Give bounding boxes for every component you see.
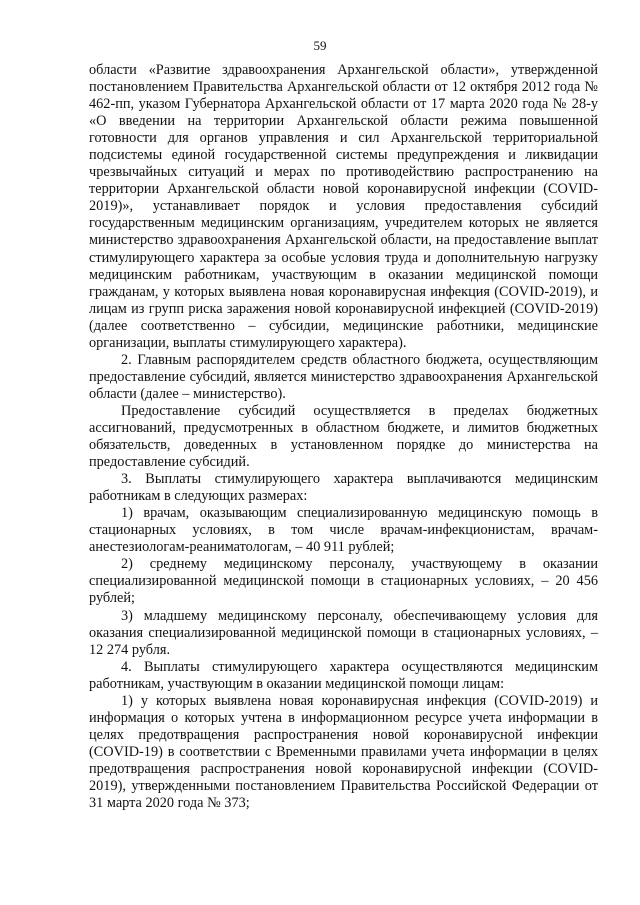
paragraph-clause-2: 2. Главным распорядителем средств областного бюджета, осуществляющим предоставление субсидий, является министерство здравоохранения Архангельской области (далее – министерство). — [89, 351, 598, 402]
paragraph-subsidy-limits: Предоставление субсидий осуществляется в пределах бюджетных ассигнований, предусмотренных в областном бюджете, и лимитов бюджетных обязательств, доведенных в установленном порядке до министерства на предоставление субсидий. — [89, 402, 598, 471]
paragraph-clause-3-item-2: 2) среднему медицинскому персоналу, участвующему в оказании специализированной медицинской помощи в стационарных условиях, – 20 456 рублей; — [89, 556, 598, 607]
paragraph-intro-continuation: области «Развитие здравоохранения Архангельской области», утвержденной постановлением Правительства Архангельской области от 12 октября 2012 года № 462-пп, указом Губернатора Архангельской области от 17 марта 2020 года № 28-у «О введении на территории Архангельской области режима повышенной готовности для органов управления и сил Архангельской территориальной подсистемы единой государственной системы предупреждения и ликвидации чрезвычайных ситуаций и мерах по противодействию распространению на территории Архангельской области новой коронавирусной инфекции (COVID-2019)», устанавливает порядок и условия предоставления субсидий государственным медицинским организациям, учредителем которых не является министерство здравоохранения Архангельской области, на предоставление выплат стимулирующего характера за особые условия труда и дополнительную нагрузку медицинским работникам, участвующим в оказании медицинской помощи гражданам, у которых выявлена новая коронавирусная инфекция (COVID-2019), и лицам из групп риска заражения новой коронавирусной инфекцией (COVID-2019) (далее соответственно – субсидии, медицинские работники, медицинские организации, выплаты стимулирующего характера). — [89, 62, 598, 351]
page-number: 59 — [313, 38, 327, 53]
paragraph-clause-3-item-3: 3) младшему медицинскому персоналу, обеспечивающему условия для оказания специализированной медицинской помощи в стационарных условиях, – 12 274 рубля. — [89, 607, 598, 658]
paragraph-clause-3: 3. Выплаты стимулирующего характера выплачиваются медицинским работникам в следующих размерах: — [89, 471, 598, 505]
paragraph-clause-4-item-1: 1) у которых выявлена новая коронавирусная инфекция (COVID-2019) и информация о которых учтена в информационном ресурсе учета информации в целях предотвращения распространения новой коронавирусной инфекции (COVID-19) в соответствии с Временными правилами учета информации в целях предотвращения распространения новой коронавирусной инфекции (COVID-2019), утвержденными постановлением Правительства Российской Федерации от 31 марта 2020 года № 373; — [89, 692, 598, 812]
paragraph-clause-4: 4. Выплаты стимулирующего характера осуществляются медицинским работникам, участвующим в оказании медицинской помощи лицам: — [89, 658, 598, 692]
document-body — [89, 62, 598, 812]
paragraph-clause-3-item-1: 1) врачам, оказывающим специализированную медицинскую помощь в стационарных условиях, в том числе врачам-инфекционистам, врачам-анестезиологам-реаниматологам, – 40 911 рублей; — [89, 505, 598, 556]
